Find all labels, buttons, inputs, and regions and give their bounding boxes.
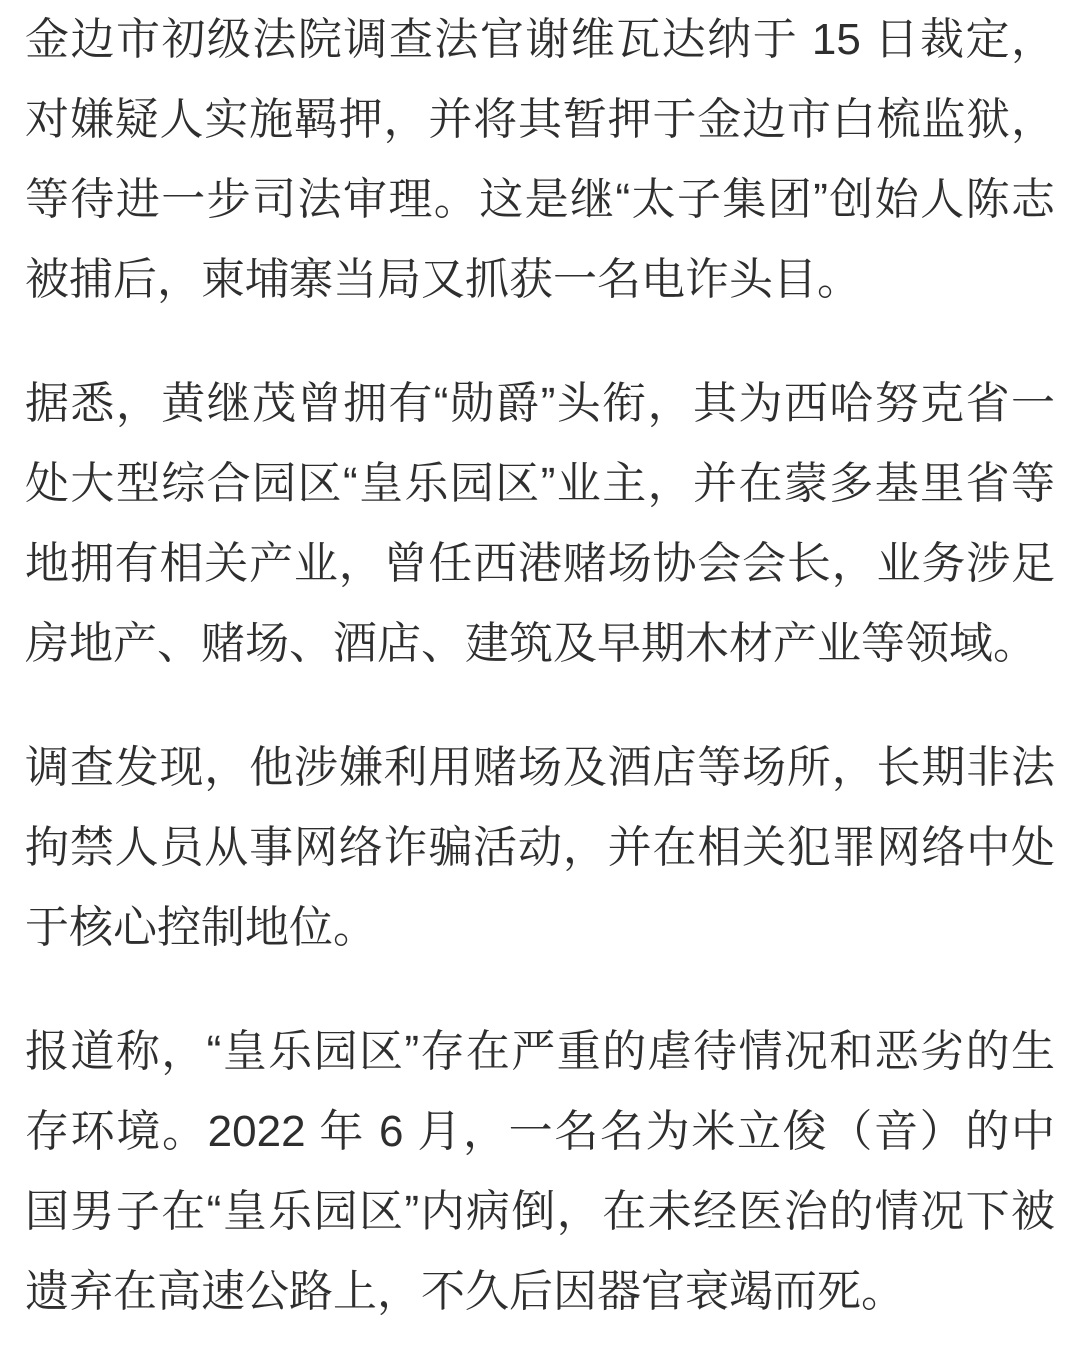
article-paragraph-1: 金边市初级法院调查法官谢维瓦达纳于 15 日裁定，对嫌疑人实施羁押，并将其暂押于金边市白梳监狱，等待进一步司法审理。这是继“太子集团”创始人陈志被捕后，柬埔寨当局又抓获一名电诈头目。 bbox=[25, 15, 1055, 304]
article-paragraph-3: 调查发现，他涉嫌利用赌场及酒店等场所，长期非法拘禁人员从事网络诈骗活动，并在相关犯罪网络中处于核心控制地位。 bbox=[25, 743, 1055, 952]
article-paragraph-2: 据悉，黄继茂曾拥有“勋爵”头衔，其为西哈努克省一处大型综合园区“皇乐园区”业主，并在蒙多基里省等地拥有相关产业，曾任西港赌场协会会长，业务涉足房地产、赌场、酒店、建筑及早期木材产业等领域。 bbox=[25, 379, 1055, 668]
article-paragraph-4: 报道称，“皇乐园区”存在严重的虐待情况和恶劣的生存环境。2022 年 6 月，一名名为米立俊（音）的中国男子在“皇乐园区”内病倒，在未经医治的情况下被遗弃在高速公路上，不久后因器官衰竭而死。 bbox=[25, 1027, 1055, 1316]
